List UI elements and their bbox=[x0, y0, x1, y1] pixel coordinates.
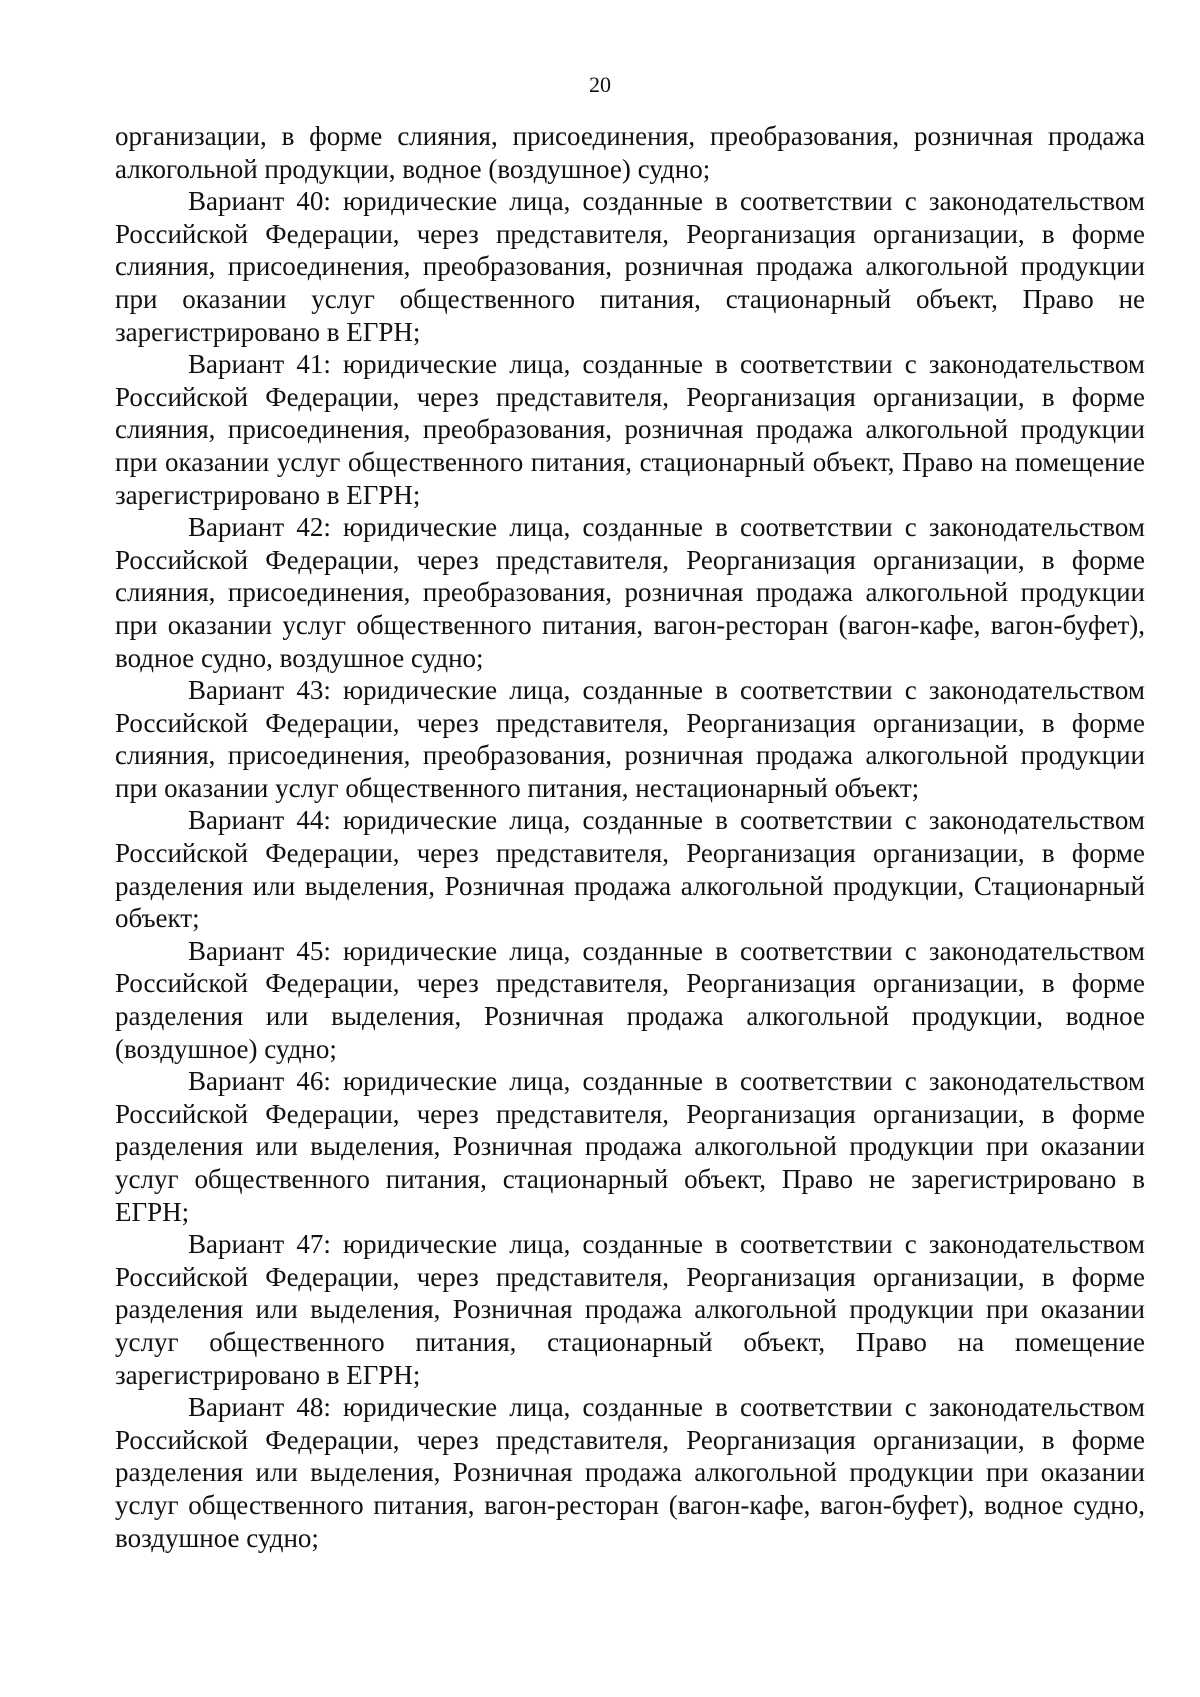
paragraph-text: юридические лица, созданные в соответствии с законодательством Российской Федерации, через представителя, Реорганизация организации, в форме слияния, присоединения, преобразования, розничная продажа алкогольной продукции при оказании услуг общественного питания, вагон-ресторан (вагон-кафе, вагон-буфет), водное судно, воздушное судно; bbox=[115, 512, 1145, 673]
variant-label: Вариант 43: bbox=[188, 675, 331, 706]
paragraph-continuation bbox=[115, 120, 1145, 185]
paragraph-text: юридические лица, созданные в соответствии с законодательством Российской Федерации, через представителя, Реорганизация организации, в форме слияния, присоединения, преобразования, розничная продажа алкогольной продукции при оказании услуг общественного питания, нестационарный объект; bbox=[115, 675, 1145, 803]
paragraph-variant-41 bbox=[115, 348, 1145, 511]
variant-label: Вариант 40: bbox=[188, 186, 331, 217]
variant-label: Вариант 41: bbox=[188, 349, 331, 380]
paragraph-variant-48 bbox=[115, 1391, 1145, 1554]
paragraph-text: юридические лица, созданные в соответствии с законодательством Российской Федерации, через представителя, Реорганизация организации, в форме разделения или выделения, Розничная продажа алкогольной продукции, Стационарный объект; bbox=[115, 805, 1145, 934]
paragraph-variant-40 bbox=[115, 185, 1145, 348]
paragraph-text: юридические лица, созданные в соответствии с законодательством Российской Федерации, через представителя, Реорганизация организации, в форме разделения или выделения, Розничная продажа алкогольной продукции при оказании услуг общественного питания, вагон-ресторан (вагон-кафе, вагон-буфет), водное судно, воздушное судно; bbox=[115, 1392, 1145, 1553]
variant-label: Вариант 47: bbox=[188, 1229, 331, 1260]
paragraph-text: юридические лица, созданные в соответствии с законодательством Российской Федерации, через представителя, Реорганизация организации, в форме разделения или выделения, Розничная продажа алкогольной продукции при оказании услуг общественного питания, стационарный объект, Право на помещение зарегистрировано в ЕГРН; bbox=[115, 1229, 1145, 1390]
variant-label: Вариант 42: bbox=[188, 512, 331, 543]
variant-label: Вариант 48: bbox=[188, 1392, 331, 1423]
paragraph-text: юридические лица, созданные в соответствии с законодательством Российской Федерации, через представителя, Реорганизация организации, в форме слияния, присоединения, преобразования, розничная продажа алкогольной продукции при оказании услуг общественного питания, стационарный объект, Право не зарегистрировано в ЕГРН; bbox=[115, 186, 1145, 347]
variant-label: Вариант 44: bbox=[188, 805, 331, 836]
paragraph-text: организации, в форме слияния, присоединения, преобразования, розничная продажа алкогольной продукции, водное (воздушное) судно; bbox=[115, 121, 1145, 184]
paragraph-variant-42 bbox=[115, 511, 1145, 674]
paragraph-variant-45 bbox=[115, 935, 1145, 1065]
variant-label: Вариант 45: bbox=[188, 935, 331, 966]
paragraph-variant-46 bbox=[115, 1065, 1145, 1228]
paragraph-variant-43 bbox=[115, 674, 1145, 804]
page-number: 20 bbox=[589, 72, 611, 97]
paragraph-text: юридические лица, созданные в соответствии с законодательством Российской Федерации, через представителя, Реорганизация организации, в форме разделения или выделения, Розничная продажа алкогольной продукции при оказании услуг общественного питания, стационарный объект, Право не зарегистрировано в ЕГРН; bbox=[115, 1066, 1145, 1227]
document-body bbox=[115, 120, 1145, 1554]
paragraph-variant-47 bbox=[115, 1228, 1145, 1391]
paragraph-text: юридические лица, созданные в соответствии с законодательством Российской Федерации, через представителя, Реорганизация организации, в форме слияния, присоединения, преобразования, розничная продажа алкогольной продукции при оказании услуг общественного питания, стационарный объект, Право на помещение зарегистрировано в ЕГРН; bbox=[115, 349, 1145, 510]
paragraph-variant-44 bbox=[115, 804, 1145, 934]
paragraph-text: юридические лица, созданные в соответствии с законодательством Российской Федерации, через представителя, Реорганизация организации, в форме разделения или выделения, Розничная продажа алкогольной продукции, водное (воздушное) судно; bbox=[115, 935, 1145, 1064]
variant-label: Вариант 46: bbox=[188, 1066, 331, 1097]
